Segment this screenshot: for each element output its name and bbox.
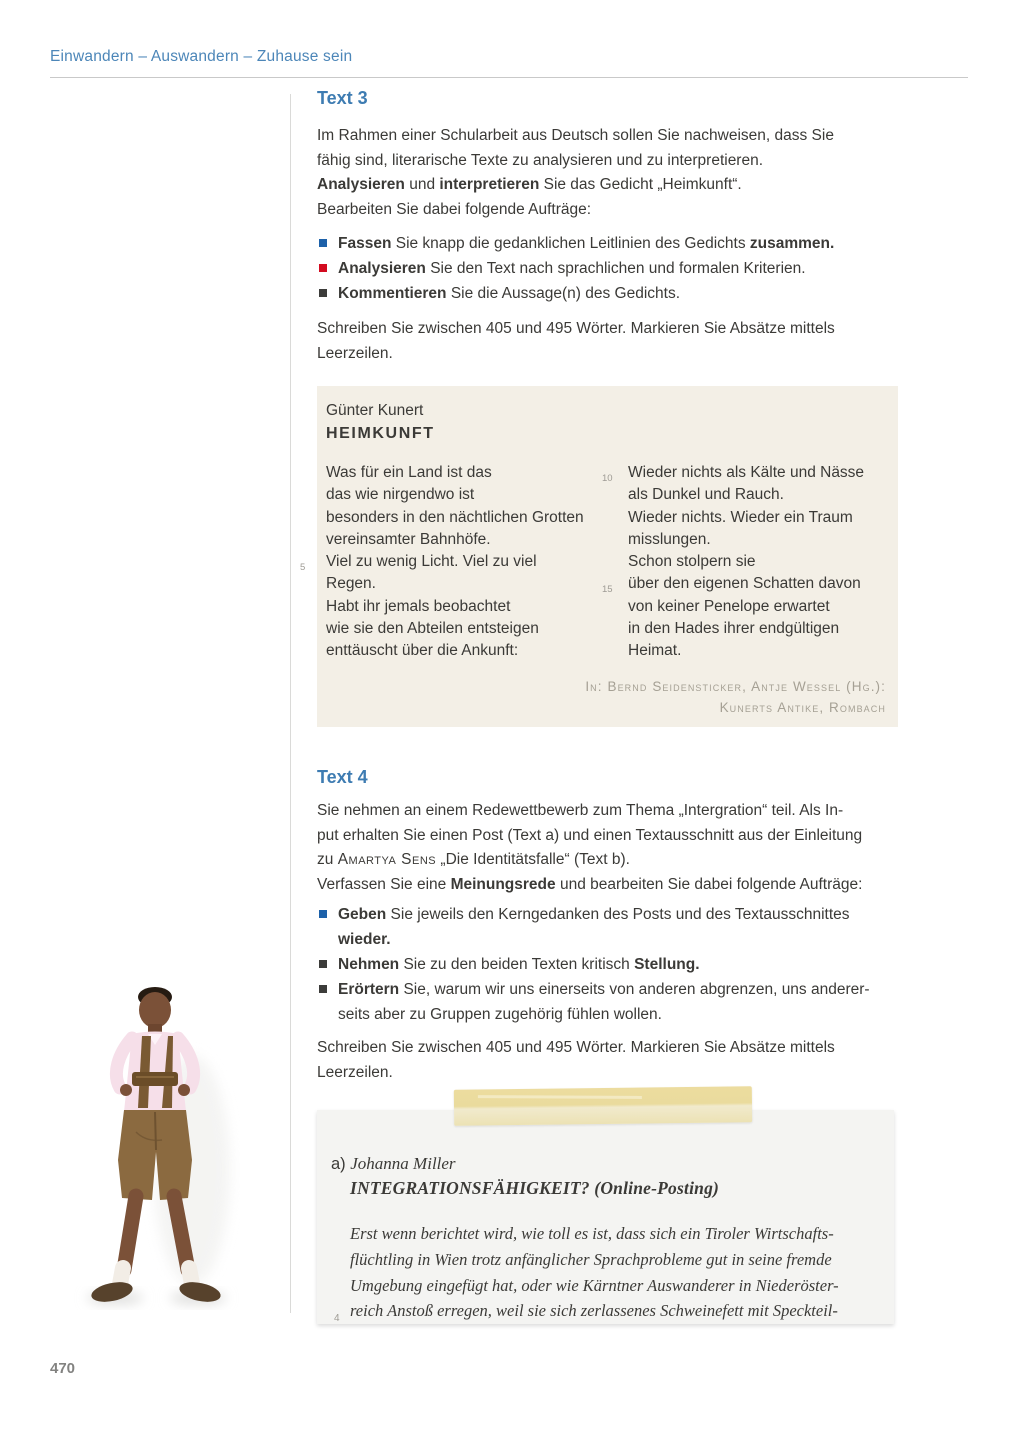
poem-line-text: Viel zu wenig Licht. Viel zu viel [326,553,537,571]
poem-line-text: besonders in den nächtlichen Grotten [326,508,584,526]
posting-line-text: reich Anstoß erregen, weil sie sich zerlassenes Schweinefett mit Speckteil- [350,1301,838,1321]
bold-text: Nehmen [338,956,400,973]
note-line: Leerzeilen. [317,344,393,362]
plain-text: Verfassen Sie eine [317,875,451,893]
plain-text: und [404,176,440,193]
poem-author: Günter Kunert [326,402,424,419]
text4-intro-line: Sie nehmen an einem Redewettbewerb zum Thema „Intergration“ teil. Als In- [317,802,844,819]
poem-line-text: von keiner Penelope erwartet [628,597,830,615]
poem-line-text: als Dunkel und Rauch. [628,486,784,504]
poem-column-left [300,462,628,663]
plain-text: Sie die Aussage(n) des Gedichts. [446,285,681,302]
plain-text: Sie knapp die gedanklichen Leitlinien des Gedichts [391,235,750,252]
bold-text: Analysieren [338,260,426,277]
lederhosen-man-photo [70,980,240,1315]
posting-line-text: Umgebung eingefügt hat, oder wie Kärntner Auswanderer in Niederöster- [350,1275,839,1295]
page-number: 470 [50,1360,76,1377]
plain-text: „Die Identitätsfalle“ (Text b). [436,851,630,868]
text3-intro-line: Im Rahmen einer Schularbeit aus Deutsch sollen Sie nachweisen, dass Sie [317,127,834,144]
poem-box [300,386,898,727]
text3-heading: Text 3 [317,88,368,108]
poem-line-number: 15 [602,584,613,596]
task-bullet [317,952,907,977]
note-line: Leerzeilen. [317,1063,393,1081]
poem-line-text: vereinsamter Bahnhöfe. [326,530,491,548]
task-text [338,952,700,977]
bullet-square-icon [319,960,327,968]
note-line: Schreiben Sie zwischen 405 und 495 Wörter. Markieren Sie Absätze mittels [317,1039,835,1056]
poem-line [602,462,865,484]
plain-text: Sie, warum wir uns einerseits von anderen abgrenzen, uns anderer- [399,981,870,998]
plain-text: seits aber zu Gruppen zugehörig fühlen wollen. [338,1006,662,1023]
task-text [338,281,680,306]
poem-line-text: Heimat. [628,642,682,660]
bullet-square-icon [319,264,327,272]
text4-intro-line [317,848,907,873]
posting-box [317,1110,894,1324]
poem-line [628,551,864,573]
task-text [338,902,850,952]
bullet-square-icon [319,239,327,247]
posting-head [331,1152,894,1176]
task-bullet [317,281,907,306]
poem-line-text: Schon stolpern sie [628,553,756,571]
poem-source-line: In: Bernd Seidensticker, Antje Wessel (Hg.): [585,678,886,694]
bold-text: wieder. [338,931,391,948]
text4-heading: Text 4 [317,767,368,787]
bold-text: Kommentieren [338,285,447,302]
header-rule [50,77,968,78]
plain-text: Sie jeweils den Kerngedanken des Posts und des Textausschnittes [386,906,850,923]
poem-line-text: misslungen. [628,530,711,548]
poem-line [326,573,628,595]
poem-line-text: das wie nirgendwo ist [326,486,475,504]
poem-line [326,462,628,484]
poem-line [628,529,864,551]
bold-text: Erörtern [338,981,400,998]
bold-text: Geben [338,906,387,923]
plain-text: Sie zu den beiden Texten kritisch [399,956,635,973]
text4-intro [317,799,907,897]
poem-title: HEIMKUNFT [326,425,435,442]
smallcaps-author-name: Amartya Sens [337,851,437,868]
plain-text: Sie den Text nach sprachlichen und formalen Kriterien. [425,260,806,277]
task-text [338,977,870,1027]
poem-line [326,507,628,529]
posting-line [350,1221,894,1247]
poem-column-right [602,462,865,663]
lederhosen-man-illustration [70,980,240,1315]
poem-line [326,529,628,551]
plain-text: zu [317,851,338,868]
bold-text: Fassen [338,235,392,252]
text3-intro-line [317,173,907,198]
poem-line [326,484,628,506]
poem-line-text: in den Hades ihrer endgültigen [628,620,840,638]
poem-line-number: 5 [300,562,306,574]
poem-line [628,640,864,662]
text4-intro-line [317,873,907,898]
poem-line-text: Was für ein Land ist das [326,464,492,481]
poem-line-text: enttäuscht über die Ankunft: [326,642,519,660]
bullet-square-icon [319,910,327,918]
poem-line-text: Habt ihr jemals beobachtet [326,597,511,615]
text3-task-list [317,231,907,306]
poem-line [628,618,864,640]
posting-title: INTEGRATIONSFÄHIGKEIT? (Online-Posting) [350,1178,720,1198]
bold-text: Meinungsrede [450,875,556,893]
poem-line [628,484,864,506]
task-text [338,231,834,256]
bold-text: zusammen. [749,235,835,252]
text4-task-list [317,902,907,1027]
task-text [338,256,806,281]
poem-line [628,596,864,618]
margin-rule [290,94,291,1313]
tape-icon [454,1086,752,1126]
posting-line [350,1273,894,1299]
task-bullet [317,902,907,952]
posting-author: Johanna Miller [350,1154,456,1173]
bold-text: Stellung. [634,956,700,973]
bold-text: interpretieren [439,176,540,193]
text4-intro-line: put erhalten Sie einen Post (Text a) und einen Textausschnitt aus der Einleitung [317,826,863,844]
text3-intro [317,124,907,222]
bold-text: Analysieren [317,176,405,193]
posting-line [350,1247,894,1273]
text4-word-count-note [317,1036,907,1085]
poem-line-number: 10 [602,473,613,484]
posting-line-number: 4 [334,1313,340,1325]
poem-source [317,676,898,718]
posting-label: a) [331,1155,346,1173]
bullet-square-icon [319,985,327,993]
posting-paragraph [334,1221,894,1325]
task-bullet [317,256,907,281]
note-line: Schreiben Sie zwischen 405 und 495 Wörter. Markieren Sie Absätze mittels [317,320,835,337]
text3-intro-line: fähig sind, literarische Texte zu analysieren und zu interpretieren. [317,151,764,169]
bullet-square-icon [319,289,327,297]
poem-line [326,640,628,662]
poem-line [628,507,864,529]
posting-line-text: Erst wenn berichtet wird, wie toll es ist, dass sich ein Tiroler Wirtschafts- [350,1224,834,1243]
poem-line-text: wie sie den Abteilen entsteigen [326,620,539,638]
posting-line [334,1298,894,1325]
poem-line [300,551,628,574]
text3-word-count-note [317,317,907,366]
poem-line [602,573,864,596]
poem-line [326,596,628,618]
poem-source-line: Kunerts Antike, Rombach [719,699,886,715]
plain-text: und bearbeiten Sie dabei folgende Aufträge: [555,875,863,893]
chapter-header: Einwandern – Auswandern – Zuhause sein [50,48,353,65]
plain-text: Sie das Gedicht „Heimkunft“. [539,176,742,193]
poem-line [326,618,628,640]
task-bullet [317,231,907,256]
poem-line-text: über den eigenen Schatten davon [628,575,861,593]
posting-line-text: flüchtling in Wien trotz anfänglicher Sprachprobleme gut in seine fremde [350,1249,832,1269]
poem-line-text: Regen. [326,575,376,593]
text3-intro-line: Bearbeiten Sie dabei folgende Aufträge: [317,200,592,218]
poem-columns [300,462,898,663]
poem-line-text: Wieder nichts als Kälte und Nässe [628,464,865,481]
task-bullet [317,977,907,1027]
poem-line-text: Wieder nichts. Wieder ein Traum [628,508,853,526]
